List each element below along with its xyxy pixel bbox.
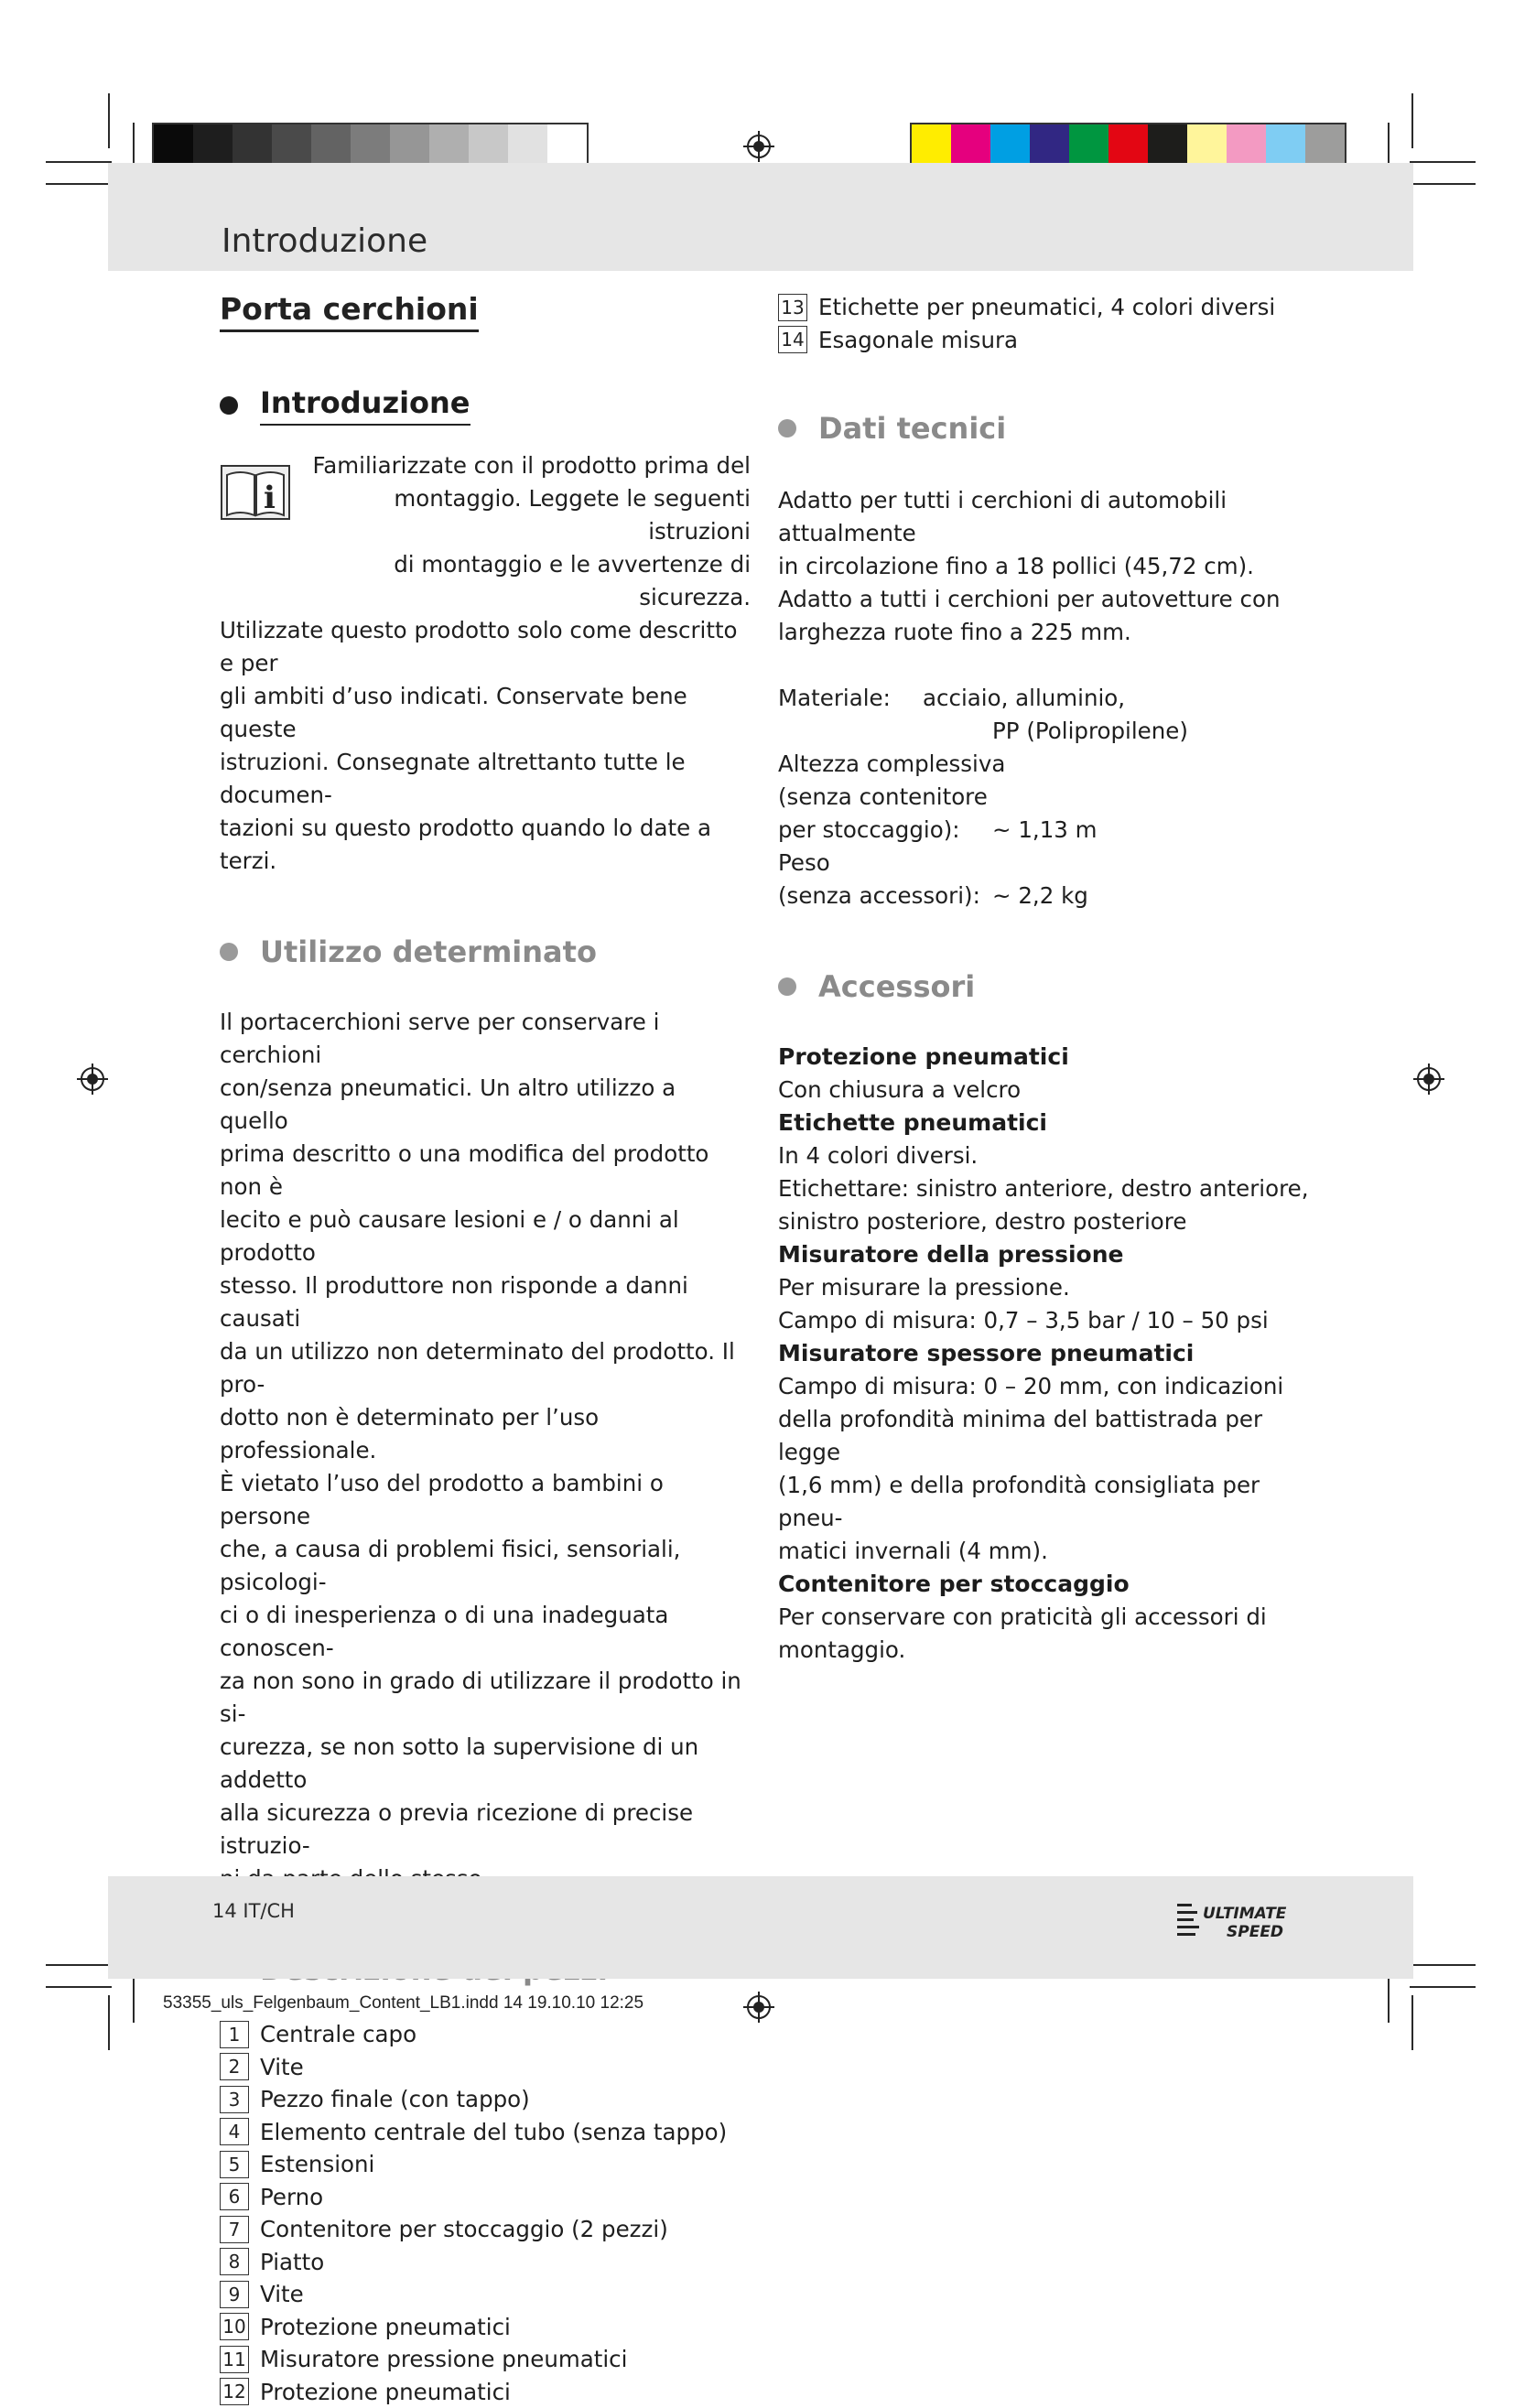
accessory-title: Etichette pneumatici — [778, 1107, 1327, 1139]
registration-mark-icon — [1413, 1064, 1444, 1095]
section-heading-text: Accessori — [818, 969, 975, 1004]
spec-value: PP (Polipropilene) — [992, 715, 1188, 748]
text-line: con/senza pneumatici. Un altro utilizzo a quello — [220, 1072, 751, 1138]
part-number: 8 — [220, 2248, 249, 2275]
part-label: Esagonale misura — [818, 327, 1018, 353]
tech-paragraph — [778, 484, 1327, 649]
color-swatch — [469, 124, 508, 168]
spec-row-weight — [778, 880, 1327, 912]
text-line: In 4 colori diversi. — [778, 1139, 1327, 1172]
part-label: Piatto — [260, 2249, 324, 2275]
list-item — [220, 2116, 751, 2149]
color-swatch — [1108, 124, 1148, 168]
text-line: di montaggio e le avvertenze di sicurezza. — [308, 548, 751, 614]
part-label: Misuratore pressione pneumatici — [260, 2346, 627, 2372]
text-line: Utilizzate questo prodotto solo come descritto e per — [220, 614, 751, 680]
text-line: Il portacerchioni serve per conservare i cerchioni — [220, 1006, 751, 1072]
color-swatch — [311, 124, 351, 168]
color-swatch — [990, 124, 1030, 168]
part-number: 2 — [220, 2053, 249, 2080]
brand-logo — [1175, 1900, 1303, 1942]
accessory-title: Misuratore spessore pneumatici — [778, 1337, 1327, 1370]
part-number: 10 — [220, 2313, 249, 2340]
spec-key-empty — [778, 715, 992, 748]
section-heading-dati-tecnici — [778, 411, 1327, 446]
section-heading-accessori — [778, 969, 1327, 1004]
crop-mark — [133, 1977, 135, 2023]
spec-key: Materiale: — [778, 682, 923, 715]
bullet-icon — [220, 943, 238, 961]
text-line: za non sono in grado di utilizzare il prodotto in si- — [220, 1665, 751, 1731]
text-line: alla sicurezza o previa ricezione di precise istruzio- — [220, 1797, 751, 1863]
bullet-icon — [220, 396, 238, 415]
part-number: 3 — [220, 2086, 249, 2113]
section-heading-text: Utilizzo determinato — [260, 934, 597, 969]
crop-mark — [1410, 161, 1476, 163]
crop-mark — [46, 1964, 112, 1966]
page-number: 14 IT/CH — [212, 1900, 295, 1922]
left-column — [220, 291, 751, 2408]
bullet-icon — [778, 419, 796, 437]
text-line: montaggio. — [778, 1634, 1327, 1667]
crop-mark — [1410, 1964, 1476, 1966]
spec-table — [778, 682, 1327, 912]
right-column — [778, 291, 1327, 1667]
text-line: stesso. Il produttore non risponde a danni causati — [220, 1269, 751, 1335]
crop-mark — [46, 161, 112, 163]
spec-key: (senza contenitore — [778, 781, 988, 814]
print-slug: 53355_uls_Felgenbaum_Content_LB1.indd 14 19.10.10 12:25 — [163, 1993, 643, 2014]
document-title: Porta cerchioni — [220, 291, 479, 332]
color-swatch — [1030, 124, 1069, 168]
color-swatch — [154, 124, 193, 168]
info-note — [220, 449, 751, 614]
part-number: 5 — [220, 2151, 249, 2178]
crop-mark — [1388, 123, 1390, 168]
text-line: gli ambiti d’uso indicati. Conservate bene queste — [220, 680, 751, 746]
running-header: Introduzione — [222, 222, 427, 260]
crop-mark — [1388, 1977, 1390, 2023]
color-swatch — [233, 124, 272, 168]
text-line: matici invernali (4 mm). — [778, 1535, 1327, 1568]
color-swatch — [351, 124, 390, 168]
spec-key: Altezza complessiva — [778, 748, 1005, 781]
crop-mark — [46, 1986, 112, 1988]
text-line: Campo di misura: 0,7 – 3,5 bar / 10 – 50 psi — [778, 1304, 1327, 1337]
spec-key: (senza accessori): — [778, 880, 992, 912]
spec-value: acciaio, alluminio, — [923, 682, 1125, 715]
text-line: prima descritto o una modifica del prodotto non è — [220, 1138, 751, 1204]
part-number: 14 — [778, 326, 807, 353]
spec-row — [778, 847, 1327, 880]
text-line: montaggio. Leggete le seguenti istruzioni — [308, 482, 751, 548]
section-heading-utilizzo — [220, 934, 751, 969]
list-item — [220, 2083, 751, 2116]
bullet-icon — [778, 977, 796, 996]
accessory-title: Protezione pneumatici — [778, 1041, 1327, 1074]
crop-mark — [1410, 183, 1476, 185]
spec-row-height — [778, 814, 1327, 847]
color-swatch — [1305, 124, 1345, 168]
text-line: in circolazione fino a 18 pollici (45,72 cm). — [778, 550, 1327, 583]
accessory-title: Contenitore per stoccaggio — [778, 1568, 1327, 1601]
registration-mark-icon — [743, 131, 774, 162]
spec-value: ~ 2,2 kg — [992, 880, 1088, 912]
part-label: Perno — [260, 2184, 323, 2210]
part-number: 7 — [220, 2216, 249, 2243]
color-swatch — [1187, 124, 1227, 168]
text-line: Campo di misura: 0 – 20 mm, con indicazioni — [778, 1370, 1327, 1403]
crop-mark — [46, 183, 112, 185]
text-line: Con chiusura a velcro — [778, 1074, 1327, 1107]
color-swatch — [547, 124, 587, 168]
text-line: Adatto per tutti i cerchioni di automobili attualmente — [778, 484, 1327, 550]
list-item — [220, 2311, 751, 2344]
part-label: Pezzo finale (con tappo) — [260, 2086, 530, 2112]
crop-mark — [1411, 1995, 1413, 2050]
info-book-icon — [220, 462, 291, 523]
text-line: da un utilizzo non determinato del prodotto. Il pro- — [220, 1335, 751, 1401]
text-line: curezza, se non sotto la supervisione di un addetto — [220, 1731, 751, 1797]
part-label: Contenitore per stoccaggio (2 pezzi) — [260, 2216, 668, 2242]
part-label: Protezione pneumatici — [260, 2379, 511, 2405]
crop-mark — [108, 93, 110, 148]
color-swatch — [193, 124, 233, 168]
text-line: (1,6 mm) e della profondità consigliata per pneu- — [778, 1469, 1327, 1535]
section-heading-text: Introduzione — [260, 385, 470, 426]
part-number: 6 — [220, 2183, 249, 2210]
registration-mark-icon — [77, 1064, 108, 1095]
text-line: ci o di inesperienza o di una inadeguata conoscen- — [220, 1599, 751, 1665]
color-swatch — [272, 124, 311, 168]
text-line: che, a causa di problemi fisici, sensoriali, psicologi- — [220, 1533, 751, 1599]
color-swatch — [1227, 124, 1266, 168]
part-label: Etichette per pneumatici, 4 colori diversi — [818, 294, 1275, 320]
text-line: Familiarizzate con il prodotto prima del — [308, 449, 751, 482]
crop-mark — [108, 1995, 110, 2050]
spec-key: per stoccaggio): — [778, 814, 992, 847]
section-heading-introduzione — [220, 385, 751, 426]
parts-list-continued — [778, 291, 1327, 356]
list-item — [778, 324, 1327, 357]
text-line: Per misurare la pressione. — [778, 1271, 1327, 1304]
part-label: Vite — [260, 2281, 304, 2307]
part-label: Protezione pneumatici — [260, 2314, 511, 2340]
list-item — [220, 2018, 751, 2051]
svg-text:i: i — [264, 480, 276, 516]
spec-row — [778, 748, 1327, 781]
list-item — [220, 2148, 751, 2181]
spec-key: Peso — [778, 847, 830, 880]
list-item — [220, 2376, 751, 2408]
text-line: sinistro posteriore, destro posteriore — [778, 1205, 1327, 1238]
part-label: Elemento centrale del tubo (senza tappo) — [260, 2119, 727, 2145]
spec-row-material — [778, 682, 1327, 715]
crop-mark — [1411, 93, 1413, 148]
info-note-text — [308, 449, 751, 614]
color-swatch — [429, 124, 469, 168]
section-heading-text: Dati tecnici — [818, 411, 1006, 446]
accessories-list — [778, 1041, 1327, 1667]
text-line: tazioni su questo prodotto quando lo date a terzi. — [220, 812, 751, 878]
color-swatch — [912, 124, 951, 168]
crop-mark — [1410, 1986, 1476, 1988]
text-line: lecito e può causare lesioni e / o danni al prodotto — [220, 1204, 751, 1269]
spec-row-material-2 — [778, 715, 1327, 748]
crop-mark — [133, 123, 135, 168]
list-item — [220, 2278, 751, 2311]
text-line: Etichettare: sinistro anteriore, destro anteriore, — [778, 1172, 1327, 1205]
list-item — [220, 2051, 751, 2084]
color-swatch — [1266, 124, 1305, 168]
list-item — [220, 2213, 751, 2246]
list-item — [220, 2181, 751, 2214]
text-line: istruzioni. Consegnate altrettanto tutte le documen- — [220, 746, 751, 812]
color-swatch — [951, 124, 990, 168]
parts-list — [220, 2018, 751, 2408]
part-number: 11 — [220, 2346, 249, 2373]
accessory-title: Misuratore della pressione — [778, 1238, 1327, 1271]
part-number: 4 — [220, 2118, 249, 2145]
part-label: Centrale capo — [260, 2021, 416, 2047]
part-label: Vite — [260, 2054, 304, 2080]
text-line: larghezza ruote fino a 225 mm. — [778, 616, 1327, 649]
text-line: dotto non è determinato per l’uso professionale. — [220, 1401, 751, 1467]
part-number: 9 — [220, 2281, 249, 2308]
spec-row — [778, 781, 1327, 814]
list-item — [220, 2343, 751, 2376]
part-label: Estensioni — [260, 2151, 374, 2177]
color-swatch — [508, 124, 547, 168]
list-item — [220, 2246, 751, 2279]
use-paragraph — [220, 1006, 751, 1895]
part-number: 12 — [220, 2378, 249, 2405]
color-swatch — [390, 124, 429, 168]
part-number: 1 — [220, 2021, 249, 2048]
text-line: Adatto a tutti i cerchioni per autovetture con — [778, 583, 1327, 616]
logo-text: SPEED — [1227, 1923, 1283, 1941]
logo-text: ULTIMATE — [1203, 1905, 1287, 1923]
part-number: 13 — [778, 294, 807, 321]
intro-paragraph — [220, 614, 751, 878]
color-swatch — [1148, 124, 1187, 168]
color-swatch — [1069, 124, 1108, 168]
list-item — [778, 291, 1327, 324]
text-line: della profondità minima del battistrada per legge — [778, 1403, 1327, 1469]
text-line: È vietato l’uso del prodotto a bambini o persone — [220, 1467, 751, 1533]
spec-value: ~ 1,13 m — [992, 814, 1098, 847]
text-line: Per conservare con praticità gli accessori di — [778, 1601, 1327, 1634]
